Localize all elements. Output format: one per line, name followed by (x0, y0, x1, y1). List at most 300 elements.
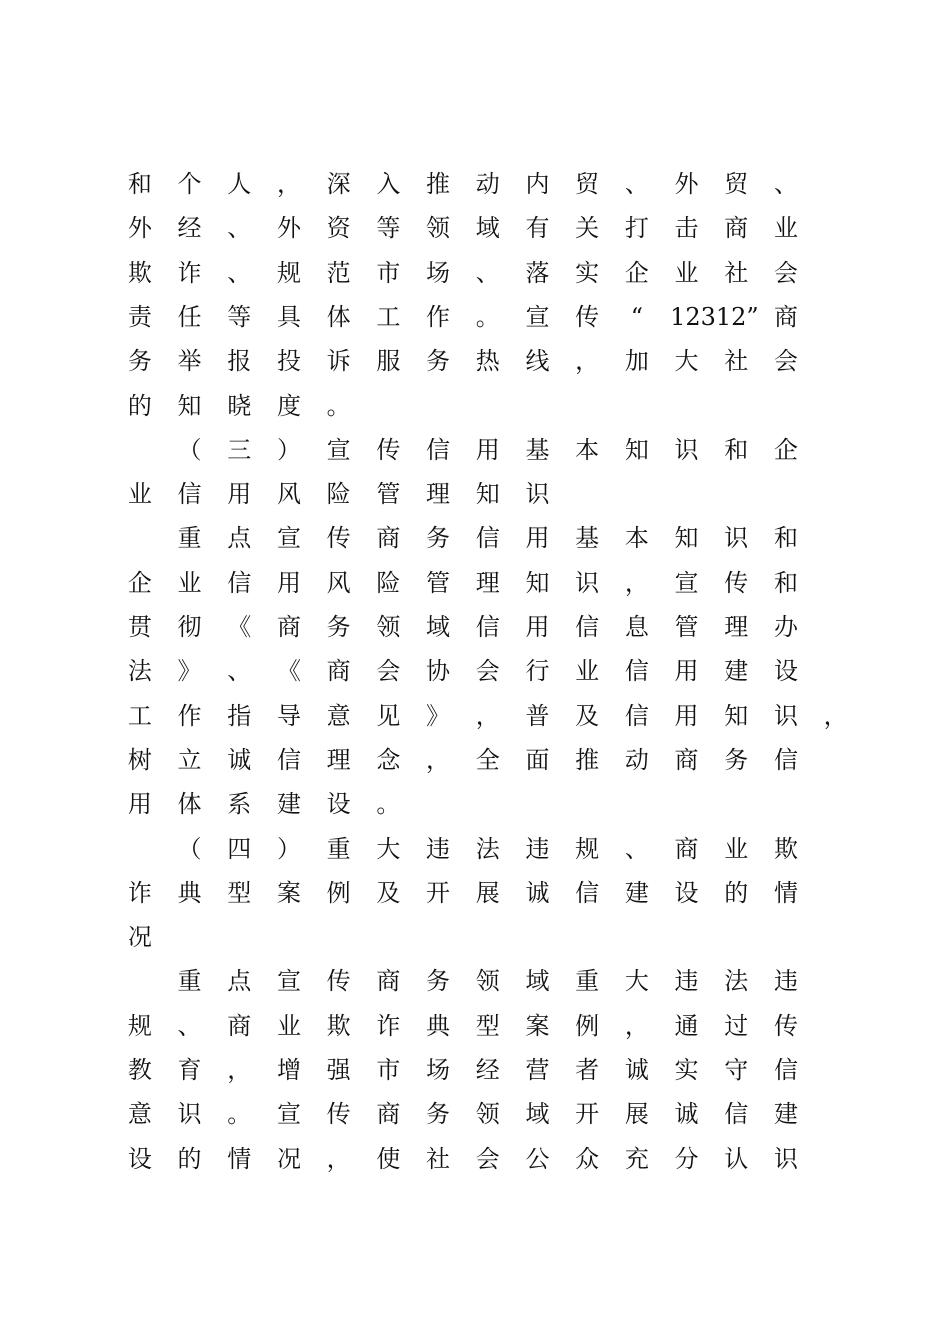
text-char: 营 (525, 1056, 550, 1084)
text-char: 、 (227, 214, 252, 243)
text-char: 用 (674, 657, 699, 686)
text-char: 、 (475, 258, 500, 287)
text-char: 传 (575, 302, 600, 331)
text-char: 和 (773, 568, 798, 597)
text-char: 热 (475, 347, 500, 376)
text-char: 行 (525, 657, 550, 686)
text-char: （ (177, 834, 202, 863)
text-char: ， (227, 1056, 252, 1084)
text-char: 宣 (276, 524, 301, 553)
text-line (120, 963, 820, 999)
text-char: 公 (525, 1144, 550, 1173)
text-char: 报 (227, 347, 252, 376)
text-char: 用 (674, 701, 699, 730)
text-line (120, 166, 820, 202)
text-char: ， (276, 170, 301, 198)
text-char: 识 (525, 480, 550, 509)
text-char: 导 (276, 701, 301, 730)
text-char: 使 (376, 1144, 401, 1173)
text-char: 推 (575, 745, 600, 774)
text-char: ， (326, 1144, 351, 1173)
text-char: 市 (376, 258, 401, 287)
text-line (120, 1052, 820, 1088)
text-char: 社 (426, 1144, 451, 1173)
text-char: 信 (624, 701, 649, 730)
text-char: 案 (276, 878, 301, 907)
text-char: 外 (127, 214, 152, 243)
text-char: 建 (724, 657, 749, 686)
text-char: 域 (525, 967, 550, 996)
text-char: 传 (376, 435, 401, 464)
text-char: 加 (624, 347, 649, 376)
text-char: 点 (227, 967, 252, 996)
text-char: ， (475, 701, 500, 730)
text-char: 诉 (326, 347, 351, 376)
text-char: 会 (773, 258, 798, 287)
text-char: 。 (475, 302, 500, 331)
text-char: 深 (326, 170, 351, 198)
text-char: 识 (773, 1144, 798, 1173)
text-char: 识 (177, 1100, 202, 1129)
text-char: 。 (326, 391, 351, 420)
text-char: 违 (773, 967, 798, 996)
text-char: 风 (276, 480, 301, 509)
text-char: ， (624, 1011, 649, 1040)
text-char: 情 (773, 878, 798, 907)
text-char: 识 (773, 701, 798, 730)
text-char: 域 (525, 1100, 550, 1129)
text-char: 和 (773, 524, 798, 553)
text-char: 宣 (674, 568, 699, 597)
text-char: 者 (575, 1056, 600, 1084)
text-char: 信 (624, 657, 649, 686)
text-char: 知 (475, 480, 500, 509)
text-char: 域 (426, 613, 451, 641)
text-char: 打 (624, 214, 649, 243)
text-char: 充 (624, 1144, 649, 1173)
text-char: 信 (773, 745, 798, 774)
text-char: 宣 (276, 967, 301, 996)
text-char: 举 (177, 347, 202, 376)
text-char: 教 (127, 1056, 152, 1084)
text-char: 基 (575, 524, 600, 553)
text-char: 作 (177, 701, 202, 730)
text-char: 理 (724, 613, 749, 641)
text-char: 诚 (227, 745, 252, 774)
text-char: 商 (326, 657, 351, 686)
text-char: 信 (575, 613, 600, 641)
text-char: 息 (624, 613, 649, 641)
text-char: 设 (773, 657, 798, 686)
text-char: 外 (276, 214, 301, 243)
text-char: 规 (276, 258, 301, 287)
text-char: 实 (575, 258, 600, 287)
text-char: 信 (276, 745, 301, 774)
text-char: 诈 (127, 878, 152, 907)
text-char: 识 (575, 568, 600, 597)
text-char: 工 (376, 302, 401, 331)
text-char: 关 (575, 214, 600, 243)
text-char: 业 (575, 657, 600, 686)
text-char: 彻 (177, 613, 202, 641)
text-char: 典 (177, 878, 202, 907)
text-char: 知 (624, 435, 649, 464)
text-char: 业 (127, 480, 152, 509)
text-char: 社 (724, 258, 749, 287)
text-char: 型 (475, 1011, 500, 1040)
text-char: 过 (724, 1011, 749, 1040)
text-char: 》 (426, 701, 451, 730)
text-char: 等 (227, 302, 252, 331)
text-char: 系 (227, 790, 252, 819)
text-char: 用 (227, 480, 252, 509)
text-char: 体 (177, 790, 202, 819)
text-char: 会 (475, 1144, 500, 1173)
text-char: 、 (773, 170, 798, 198)
text-char: 、 (177, 1011, 202, 1040)
text-char: 法 (475, 834, 500, 863)
text-line (120, 388, 820, 424)
text-char: 务 (426, 347, 451, 376)
text-char: 个 (177, 170, 202, 198)
text-char: 违 (426, 834, 451, 863)
text-char: 识 (674, 435, 699, 464)
text-char: 意 (127, 1100, 152, 1129)
text-char: 面 (525, 745, 550, 774)
text-char: 增 (276, 1056, 301, 1084)
text-char: 规 (127, 1011, 152, 1040)
text-char: 企 (127, 568, 152, 597)
text-char: 。 (227, 1100, 252, 1129)
text-char: 有 (525, 214, 550, 243)
text-char: 开 (575, 1100, 600, 1129)
text-char: 业 (276, 1011, 301, 1040)
text-char: 建 (624, 878, 649, 907)
text-char: 用 (475, 435, 500, 464)
text-char: 欺 (326, 1011, 351, 1040)
text-char: 风 (326, 568, 351, 597)
text-char: 知 (525, 568, 550, 597)
text-char: 域 (475, 214, 500, 243)
text-char: 务 (426, 1100, 451, 1129)
text-char: 四 (227, 834, 252, 863)
text-char: 业 (674, 258, 699, 287)
text-char: 用 (525, 613, 550, 641)
text-char: 商 (773, 302, 798, 331)
text-char: 传 (326, 967, 351, 996)
text-char: 识 (724, 524, 749, 553)
text-char: 育 (177, 1056, 202, 1084)
text-char: 全 (475, 745, 500, 774)
text-char: 宣 (525, 302, 550, 331)
text-char: 领 (376, 613, 401, 641)
text-char: 重 (575, 967, 600, 996)
text-char: 例 (326, 878, 351, 907)
text-char: 业 (773, 214, 798, 243)
text-char: （ (177, 435, 202, 464)
text-char: 意 (326, 701, 351, 730)
text-line (120, 476, 820, 512)
text-char: 动 (624, 745, 649, 774)
text-line (120, 1141, 820, 1177)
text-char: 体 (326, 302, 351, 331)
text-char: 务 (724, 745, 749, 774)
text-char: 商 (276, 613, 301, 641)
text-char: 协 (426, 657, 451, 686)
text-char: 、 (624, 834, 649, 863)
text-char: 树 (127, 745, 152, 774)
text-char: 重 (326, 834, 351, 863)
text-char: 度 (276, 391, 301, 420)
text-char: 普 (525, 701, 550, 730)
text-char: 欺 (127, 258, 152, 287)
text-char: 本 (624, 524, 649, 553)
text-char: 基 (525, 435, 550, 464)
text-line (120, 786, 820, 822)
text-char: 和 (724, 435, 749, 464)
text-char: 领 (426, 214, 451, 243)
text-char: 领 (475, 1100, 500, 1129)
text-char: 情 (227, 1144, 252, 1173)
text-char: 知 (724, 701, 749, 730)
text-char: 工 (127, 701, 152, 730)
text-char: 传 (773, 1011, 798, 1040)
text-char: 任 (177, 302, 202, 331)
text-char: 理 (475, 568, 500, 597)
text-char: 信 (227, 568, 252, 597)
text-char: 贯 (127, 613, 152, 641)
text-char: 动 (475, 170, 500, 198)
text-line (120, 1096, 820, 1132)
text-char: 商 (674, 745, 699, 774)
text-char: 企 (624, 258, 649, 287)
text-char: 服 (376, 347, 401, 376)
text-line (120, 565, 820, 601)
text-char: 诈 (376, 1011, 401, 1040)
text-char: 设 (326, 790, 351, 819)
text-char: 、 (227, 657, 252, 686)
text-char: 市 (376, 1056, 401, 1084)
text-char: 资 (326, 214, 351, 243)
text-char: 管 (426, 568, 451, 597)
text-char: 险 (326, 480, 351, 509)
text-char: 务 (426, 524, 451, 553)
text-char: 入 (376, 170, 401, 198)
text-char: 击 (674, 214, 699, 243)
text-char: 知 (177, 391, 202, 420)
text-char: 信 (575, 878, 600, 907)
text-char: 场 (426, 258, 451, 287)
text-char: 商 (376, 524, 401, 553)
text-char: 范 (326, 258, 351, 287)
text-char: 建 (276, 790, 301, 819)
text-char: 内 (525, 170, 550, 198)
text-char: 法 (724, 967, 749, 996)
text-char: 理 (326, 745, 351, 774)
text-char: 宣 (326, 435, 351, 464)
text-char: 用 (276, 568, 301, 597)
text-char: 欺 (773, 834, 798, 863)
text-char: 案 (525, 1011, 550, 1040)
text-char: 大 (376, 834, 401, 863)
text-char: 》 (177, 657, 202, 686)
text-char: 用 (127, 790, 152, 819)
text-char: 知 (674, 524, 699, 553)
text-char: 诚 (674, 1100, 699, 1129)
text-char: 务 (127, 347, 152, 376)
text-char: ， (575, 347, 600, 376)
text-char: 诚 (624, 1056, 649, 1084)
text-char: 的 (177, 1144, 202, 1173)
text-char: 信 (426, 435, 451, 464)
text-char: 传 (326, 1100, 351, 1129)
text-char: ， (624, 568, 649, 597)
text-line (120, 255, 820, 291)
text-char: ， (823, 701, 848, 730)
text-char: 办 (773, 613, 798, 641)
text-char: 众 (575, 1144, 600, 1173)
text-char: 及 (575, 701, 600, 730)
text-char: 商 (376, 1100, 401, 1129)
text-char: 大 (624, 967, 649, 996)
text-char: 经 (177, 214, 202, 243)
text-line (120, 210, 820, 246)
text-char: 大 (674, 347, 699, 376)
text-char: 落 (525, 258, 550, 287)
text-char: 会 (376, 657, 401, 686)
text-char: 经 (475, 1056, 500, 1084)
text-char: ） (276, 435, 301, 464)
text-char: 等 (376, 214, 401, 243)
text-char: 商 (376, 967, 401, 996)
text-char: 建 (773, 1100, 798, 1129)
text-line (120, 1008, 820, 1044)
text-char: 人 (227, 170, 252, 198)
text-char: 型 (227, 878, 252, 907)
text-char: 商 (724, 214, 749, 243)
text-char: 分 (674, 1144, 699, 1173)
text-line (120, 432, 820, 468)
text-char: 典 (426, 1011, 451, 1040)
text-line (120, 299, 820, 335)
text-char: 领 (475, 967, 500, 996)
text-char: 会 (475, 657, 500, 686)
text-char: 责 (127, 302, 152, 331)
text-char: 诚 (525, 878, 550, 907)
text-char: “ (630, 302, 643, 331)
text-char: 理 (426, 480, 451, 509)
text-char: ） (276, 834, 301, 863)
text-char: 贸 (575, 170, 600, 198)
text-char: 实 (674, 1056, 699, 1084)
text-char: 例 (575, 1011, 600, 1040)
text-char: 《 (276, 657, 301, 686)
text-char: 务 (426, 967, 451, 996)
text-char: 展 (624, 1100, 649, 1129)
text-char: 违 (674, 967, 699, 996)
text-char: 点 (227, 524, 252, 553)
text-line (120, 919, 820, 955)
text-char: 传 (724, 568, 749, 597)
text-char: ， (426, 745, 451, 774)
text-char: 险 (376, 568, 401, 597)
text-char: 管 (376, 480, 401, 509)
text-char: 。 (376, 790, 401, 819)
text-char: 展 (475, 878, 500, 907)
text-char: 信 (475, 524, 500, 553)
text-char: 管 (674, 613, 699, 641)
text-char: 重 (177, 967, 202, 996)
text-char: 信 (773, 1056, 798, 1084)
text-char: 传 (326, 524, 351, 553)
text-char: 贸 (724, 170, 749, 198)
text-char: 投 (276, 347, 301, 376)
text-char: 认 (724, 1144, 749, 1173)
text-char: 诈 (177, 258, 202, 287)
text-char: 业 (724, 834, 749, 863)
text-char: 社 (724, 347, 749, 376)
text-char: 强 (326, 1056, 351, 1084)
text-line (120, 343, 820, 379)
text-char: 的 (724, 878, 749, 907)
text-char: 、 (624, 170, 649, 198)
text-char: 通 (674, 1011, 699, 1040)
text-line (120, 698, 848, 734)
text-line (120, 742, 820, 778)
text-char: 信 (724, 1100, 749, 1129)
text-char: 守 (724, 1056, 749, 1084)
text-char: 设 (674, 878, 699, 907)
text-char: 务 (326, 613, 351, 641)
text-char: 信 (475, 613, 500, 641)
text-char: 商 (674, 834, 699, 863)
text-char: 况 (127, 923, 152, 952)
text-line (120, 875, 820, 911)
text-line (120, 520, 820, 556)
text-char: 及 (376, 878, 401, 907)
text-char: 设 (127, 1144, 152, 1173)
text-char: 场 (426, 1056, 451, 1084)
text-char: 况 (276, 1144, 301, 1173)
text-char: 指 (227, 701, 252, 730)
text-char: 宣 (276, 1100, 301, 1129)
text-char: 规 (575, 834, 600, 863)
text-char: 开 (426, 878, 451, 907)
text-char: 外 (674, 170, 699, 198)
text-char: 和 (127, 170, 152, 198)
text-char: 三 (227, 435, 252, 464)
text-char: 的 (127, 391, 152, 420)
text-line (120, 609, 820, 645)
text-char: 线 (525, 347, 550, 376)
text-char: 本 (575, 435, 600, 464)
text-char: 念 (376, 745, 401, 774)
text-char: 见 (376, 701, 401, 730)
text-char: 重 (177, 524, 202, 553)
text-char: 业 (177, 568, 202, 597)
text-char: 作 (426, 302, 451, 331)
text-char: 法 (127, 657, 152, 686)
text-char: 会 (773, 347, 798, 376)
text-char: 具 (276, 302, 301, 331)
text-char: 商 (227, 1011, 252, 1040)
text-char: 企 (773, 435, 798, 464)
text-line (120, 653, 820, 689)
text-char: 信 (177, 480, 202, 509)
text-char: 立 (177, 745, 202, 774)
text-char: 用 (525, 524, 550, 553)
text-char: 12312” (670, 302, 759, 331)
